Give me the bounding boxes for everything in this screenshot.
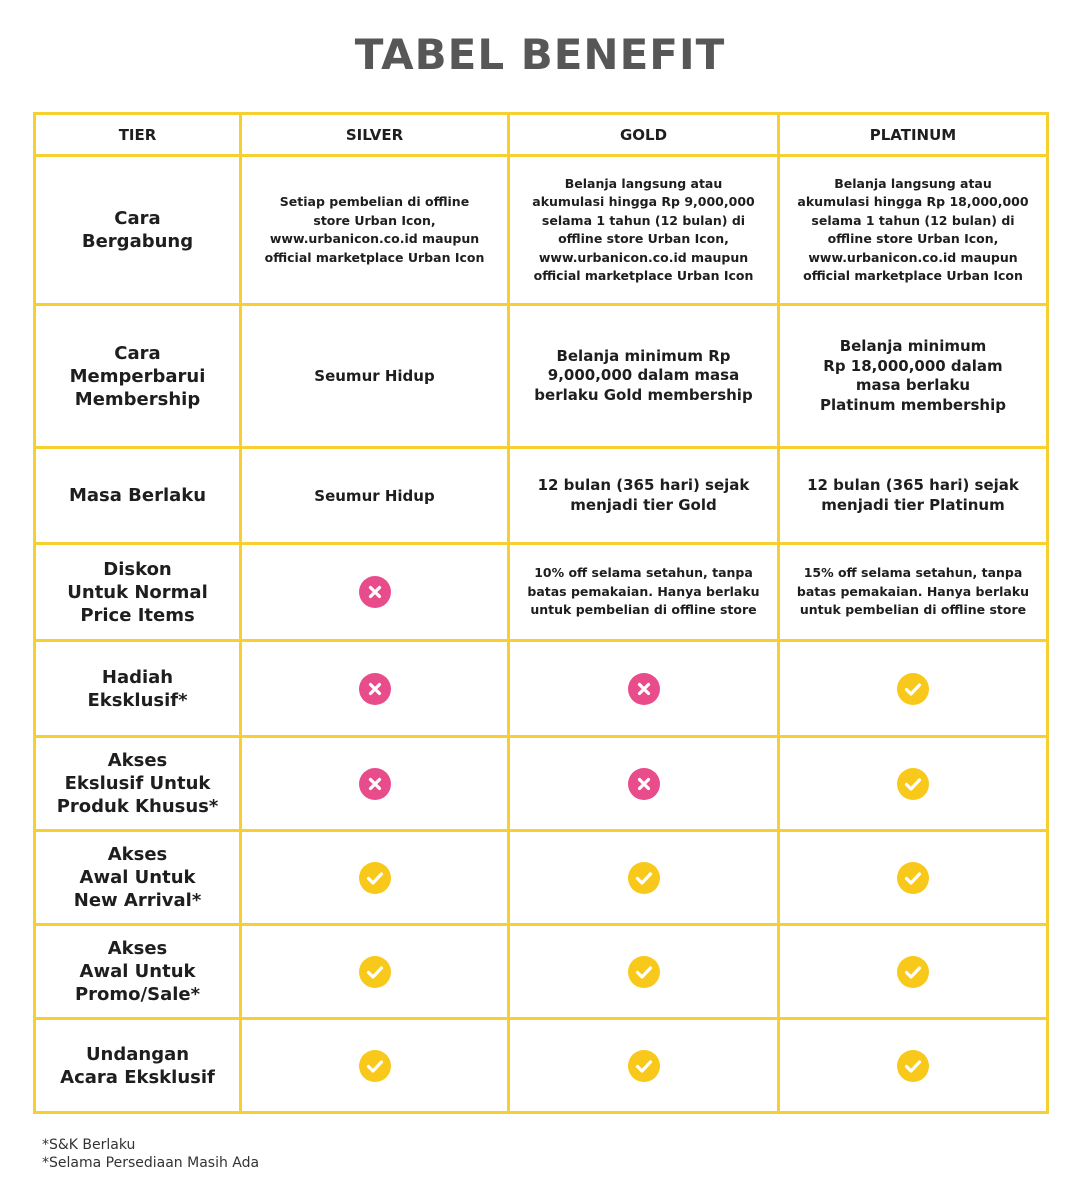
x-circle-icon: [359, 576, 391, 608]
table-row: [35, 448, 1048, 544]
cell-text: Seumur Hidup: [314, 367, 435, 385]
cell-text: Belanja langsung atau akumulasi hingga Rp 9,000,000 selama 1 tahun (12 bulan) di offline store Urban Icon, www.urbanicon.co.id maupun official marketplace Urban Icon: [532, 175, 755, 283]
footnotes: [42, 1136, 259, 1172]
check-circle-icon: [628, 956, 660, 988]
cell-text: Belanja minimum Rp 18,000,000 dalam masa berlaku Platinum membership: [819, 337, 1006, 414]
table-row: [35, 544, 1048, 641]
check-circle-icon: [897, 1050, 929, 1082]
cell-text: 15% off selama setahun, tanpa batas pemakaian. Hanya berlaku untuk pembelian di offline store: [796, 565, 1030, 618]
table-row: [35, 925, 1048, 1019]
footnote: *Selama Persediaan Masih Ada: [42, 1155, 260, 1171]
cell-text: Belanja minimum Rp 9,000,000 dalam masa berlaku Gold membership: [534, 346, 753, 404]
row-label: Cara Memperbarui Membership: [69, 342, 206, 410]
table-row: [35, 156, 1048, 305]
table-row: [35, 1019, 1048, 1113]
check-circle-icon: [359, 862, 391, 894]
table-row: [35, 831, 1048, 925]
check-circle-icon: [897, 862, 929, 894]
header-silver: SILVER: [241, 114, 509, 156]
cell-text: Belanja langsung atau akumulasi hingga Rp 18,000,000 selama 1 tahun (12 bulan) di offline store Urban Icon, www.urbanicon.co.id maupun official marketplace Urban Icon: [797, 175, 1029, 283]
table-row: [35, 737, 1048, 831]
x-circle-icon: [359, 768, 391, 800]
check-circle-icon: [897, 768, 929, 800]
check-circle-icon: [359, 1050, 391, 1082]
x-circle-icon: [628, 673, 660, 705]
page-title: TABEL BENEFIT: [354, 30, 726, 79]
header-platinum: PLATINUM: [779, 114, 1048, 156]
row-label: Hadiah Eksklusif*: [87, 666, 188, 711]
check-circle-icon: [897, 673, 929, 705]
x-circle-icon: [359, 673, 391, 705]
table-row: [35, 641, 1048, 737]
header-tier: TIER: [35, 114, 241, 156]
row-label: Undangan Acara Eksklusif: [60, 1043, 215, 1088]
header-gold: GOLD: [509, 114, 779, 156]
check-circle-icon: [628, 862, 660, 894]
row-label: Akses Awal Untuk New Arrival*: [73, 844, 202, 911]
x-circle-icon: [628, 768, 660, 800]
row-label: Cara Bergabung: [81, 208, 194, 252]
check-circle-icon: [628, 1050, 660, 1082]
row-label: Masa Berlaku: [68, 485, 207, 506]
cell-text: 12 bulan (365 hari) sejak menjadi tier Platinum: [807, 476, 1019, 514]
check-circle-icon: [897, 956, 929, 988]
row-label: Akses Ekslusif Untuk Produk Khusus*: [56, 750, 219, 817]
footnote: *S&K Berlaku: [42, 1137, 136, 1153]
row-label: Diskon Untuk Normal Price Items: [67, 558, 208, 626]
cell-text: 12 bulan (365 hari) sejak menjadi tier Gold: [537, 476, 750, 514]
row-label: Akses Awal Untuk Promo/Sale*: [74, 938, 201, 1005]
check-circle-icon: [359, 956, 391, 988]
header-row: [35, 114, 1048, 156]
cell-text: Setiap pembelian di offline store Urban Icon, www.urbanicon.co.id maupun official marketplace Urban Icon: [264, 194, 485, 265]
cell-text: 10% off selama setahun, tanpa batas pemakaian. Hanya berlaku untuk pembelian di offline store: [527, 565, 760, 618]
table-row: [35, 305, 1048, 448]
benefit-table: [33, 112, 1049, 1114]
cell-text: Seumur Hidup: [314, 486, 435, 505]
